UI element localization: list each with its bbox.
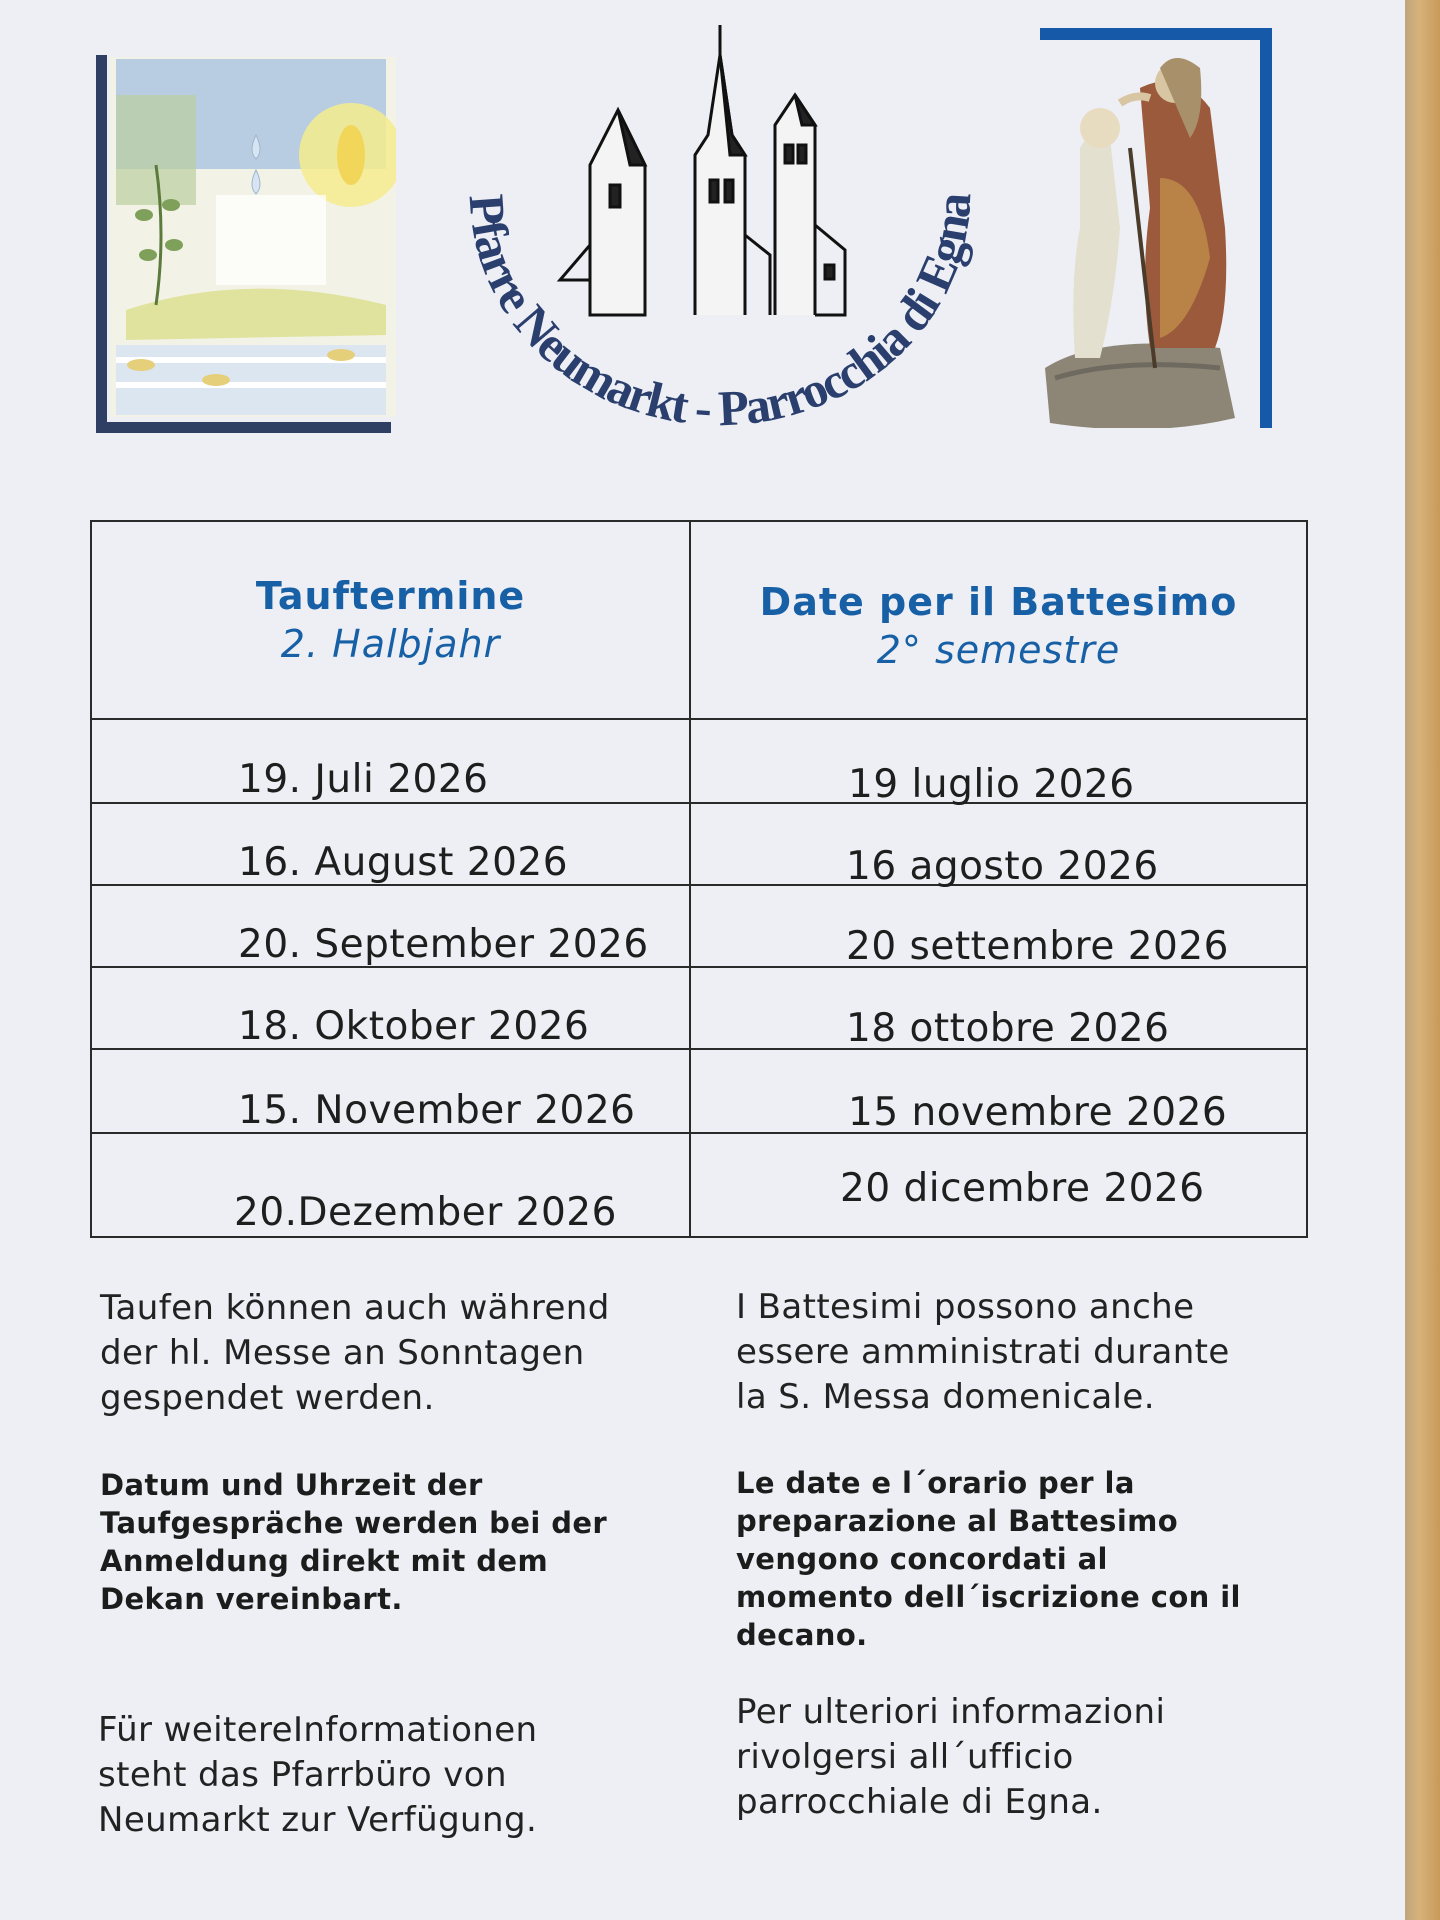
text-line: Für weitereInformationen	[98, 1710, 538, 1750]
date-de: 15. November 2026	[238, 1088, 636, 1133]
wooden-edge	[1405, 0, 1440, 1920]
date-de: 16. August 2026	[238, 840, 569, 885]
baptism-of-christ-statue	[1040, 28, 1272, 428]
frame-line	[1040, 28, 1272, 40]
note-de-information	[98, 1708, 537, 1843]
note-it-sunday-mass	[736, 1285, 1230, 1420]
watercolor-icon	[96, 55, 396, 433]
text-line: decano.	[736, 1618, 868, 1652]
text-line: la S. Messa domenicale.	[736, 1377, 1155, 1417]
text-line: parrocchiale di Egna.	[736, 1782, 1103, 1822]
statue-icon	[1040, 28, 1272, 428]
text-line: rivolgersi all´ufficio	[736, 1737, 1074, 1777]
note-it-information	[736, 1690, 1165, 1825]
header-it-title: Date per il Battesimo	[759, 580, 1238, 624]
text-line: der hl. Messe an Sonntagen	[100, 1333, 585, 1373]
text-line: Dekan vereinbart.	[100, 1582, 403, 1616]
frame-line	[96, 422, 391, 433]
date-it: 16 agosto 2026	[846, 844, 1159, 889]
church-towers-icon	[440, 15, 1000, 445]
text-line: preparazione al Battesimo	[736, 1504, 1179, 1538]
text-line: I Battesimi possono anche	[736, 1287, 1195, 1327]
header-de-subtitle: 2. Halbjahr	[280, 622, 501, 666]
text-line: essere amministrati durante	[736, 1332, 1230, 1372]
date-de: 19. Juli 2026	[238, 757, 489, 802]
text-line: vengono concordati al	[736, 1542, 1108, 1576]
parish-logo	[440, 15, 1000, 445]
text-line: Le date e l´orario per la	[736, 1466, 1135, 1500]
date-de: 20. September 2026	[238, 922, 649, 967]
date-it: 18 ottobre 2026	[846, 1006, 1170, 1051]
header-de-title: Tauftermine	[255, 574, 526, 618]
date-de: 18. Oktober 2026	[238, 1004, 590, 1049]
note-de-preparation	[100, 1466, 607, 1618]
date-it: 20 dicembre 2026	[840, 1166, 1205, 1211]
baptism-dates-table	[90, 520, 1308, 1238]
table-row-line	[92, 718, 1306, 720]
frame-line	[1260, 28, 1272, 428]
date-de: 20.Dezember 2026	[234, 1190, 617, 1235]
header-it-subtitle: 2° semestre	[876, 628, 1121, 672]
baptism-watercolor-illustration	[96, 55, 396, 433]
text-line: Taufgespräche werden bei der	[100, 1506, 608, 1540]
text-line: Datum und Uhrzeit der	[100, 1468, 483, 1502]
note-de-sunday-mass	[100, 1286, 610, 1421]
text-line: gespendet werden.	[100, 1378, 435, 1418]
note-it-preparation	[736, 1464, 1241, 1654]
text-line: Per ulteriori informazioni	[736, 1692, 1166, 1732]
date-it: 15 novembre 2026	[848, 1090, 1228, 1135]
logo-arc-text: Pfarre Neumarkt - Parrocchia di Egna	[458, 192, 982, 437]
frame-line	[96, 55, 107, 433]
text-line: steht das Pfarrbüro von	[98, 1755, 507, 1795]
date-it: 20 settembre 2026	[846, 924, 1229, 969]
text-line: Taufen können auch während	[100, 1288, 610, 1328]
date-it: 19 luglio 2026	[848, 762, 1135, 807]
text-line: Neumarkt zur Verfügung.	[98, 1800, 538, 1840]
text-line: momento dell´iscrizione con il	[736, 1580, 1241, 1614]
text-line: Anmeldung direkt mit dem	[100, 1544, 549, 1578]
